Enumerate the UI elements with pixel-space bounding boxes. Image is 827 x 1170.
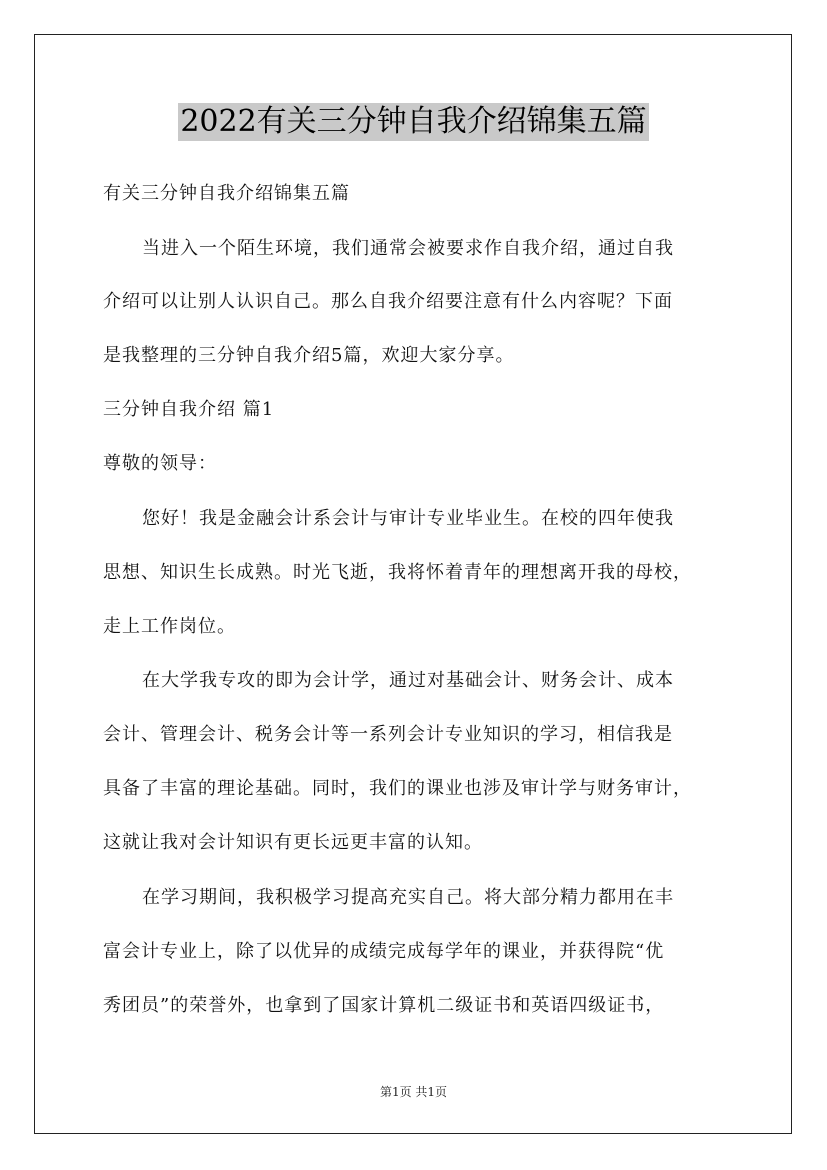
subtitle-line: 有关三分钟自我介绍锦集五篇 [103,183,350,204]
paragraph-line: 具备了丰富的理论基础。同时，我们的课业也涉及审计学与财务审计， [103,778,692,799]
section-heading: 三分钟自我介绍 篇1 [103,399,275,420]
paragraph-line: 当进入一个陌生环境，我们通常会被要求作自我介绍，通过自我 [142,238,674,259]
paragraph-line: 这就让我对会计知识有更长远更丰富的认知。 [103,832,483,853]
paragraph-line: 富会计专业上，除了以优异的成绩完成每学年的课业，并获得院“优 [103,941,665,962]
document-title: 2022有关三分钟自我介绍锦集五篇 [180,104,647,139]
salutation-line: 尊敬的领导： [103,453,217,474]
paragraph-line: 秀团员”的荣誉外，也拿到了国家计算机二级证书和英语四级证书， [103,995,665,1016]
paragraph-line: 会计、管理会计、税务会计等一系列会计专业知识的学习，相信我是 [103,724,673,745]
paragraph-line: 您好！我是金融会计系会计与审计专业毕业生。在校的四年使我 [142,508,674,529]
paragraph-line: 思想、知识生长成熟。时光飞逝，我将怀着青年的理想离开我的母校， [103,562,692,583]
page-footer: 第1页 共1页 [379,1085,448,1099]
title-wrap [0,103,827,141]
paragraph-line: 在学习期间，我积极学习提高充实自己。将大部分精力都用在丰 [142,887,674,908]
paragraph-line: 介绍可以让别人认识自己。那么自我介绍要注意有什么内容呢？下面 [103,291,673,312]
paragraph-line: 是我整理的三分钟自我介绍5篇，欢迎大家分享。 [103,345,515,366]
paragraph-line: 走上工作岗位。 [103,616,236,637]
paragraph-line: 在大学我专攻的即为会计学，通过对基础会计、财务会计、成本 [142,670,674,691]
